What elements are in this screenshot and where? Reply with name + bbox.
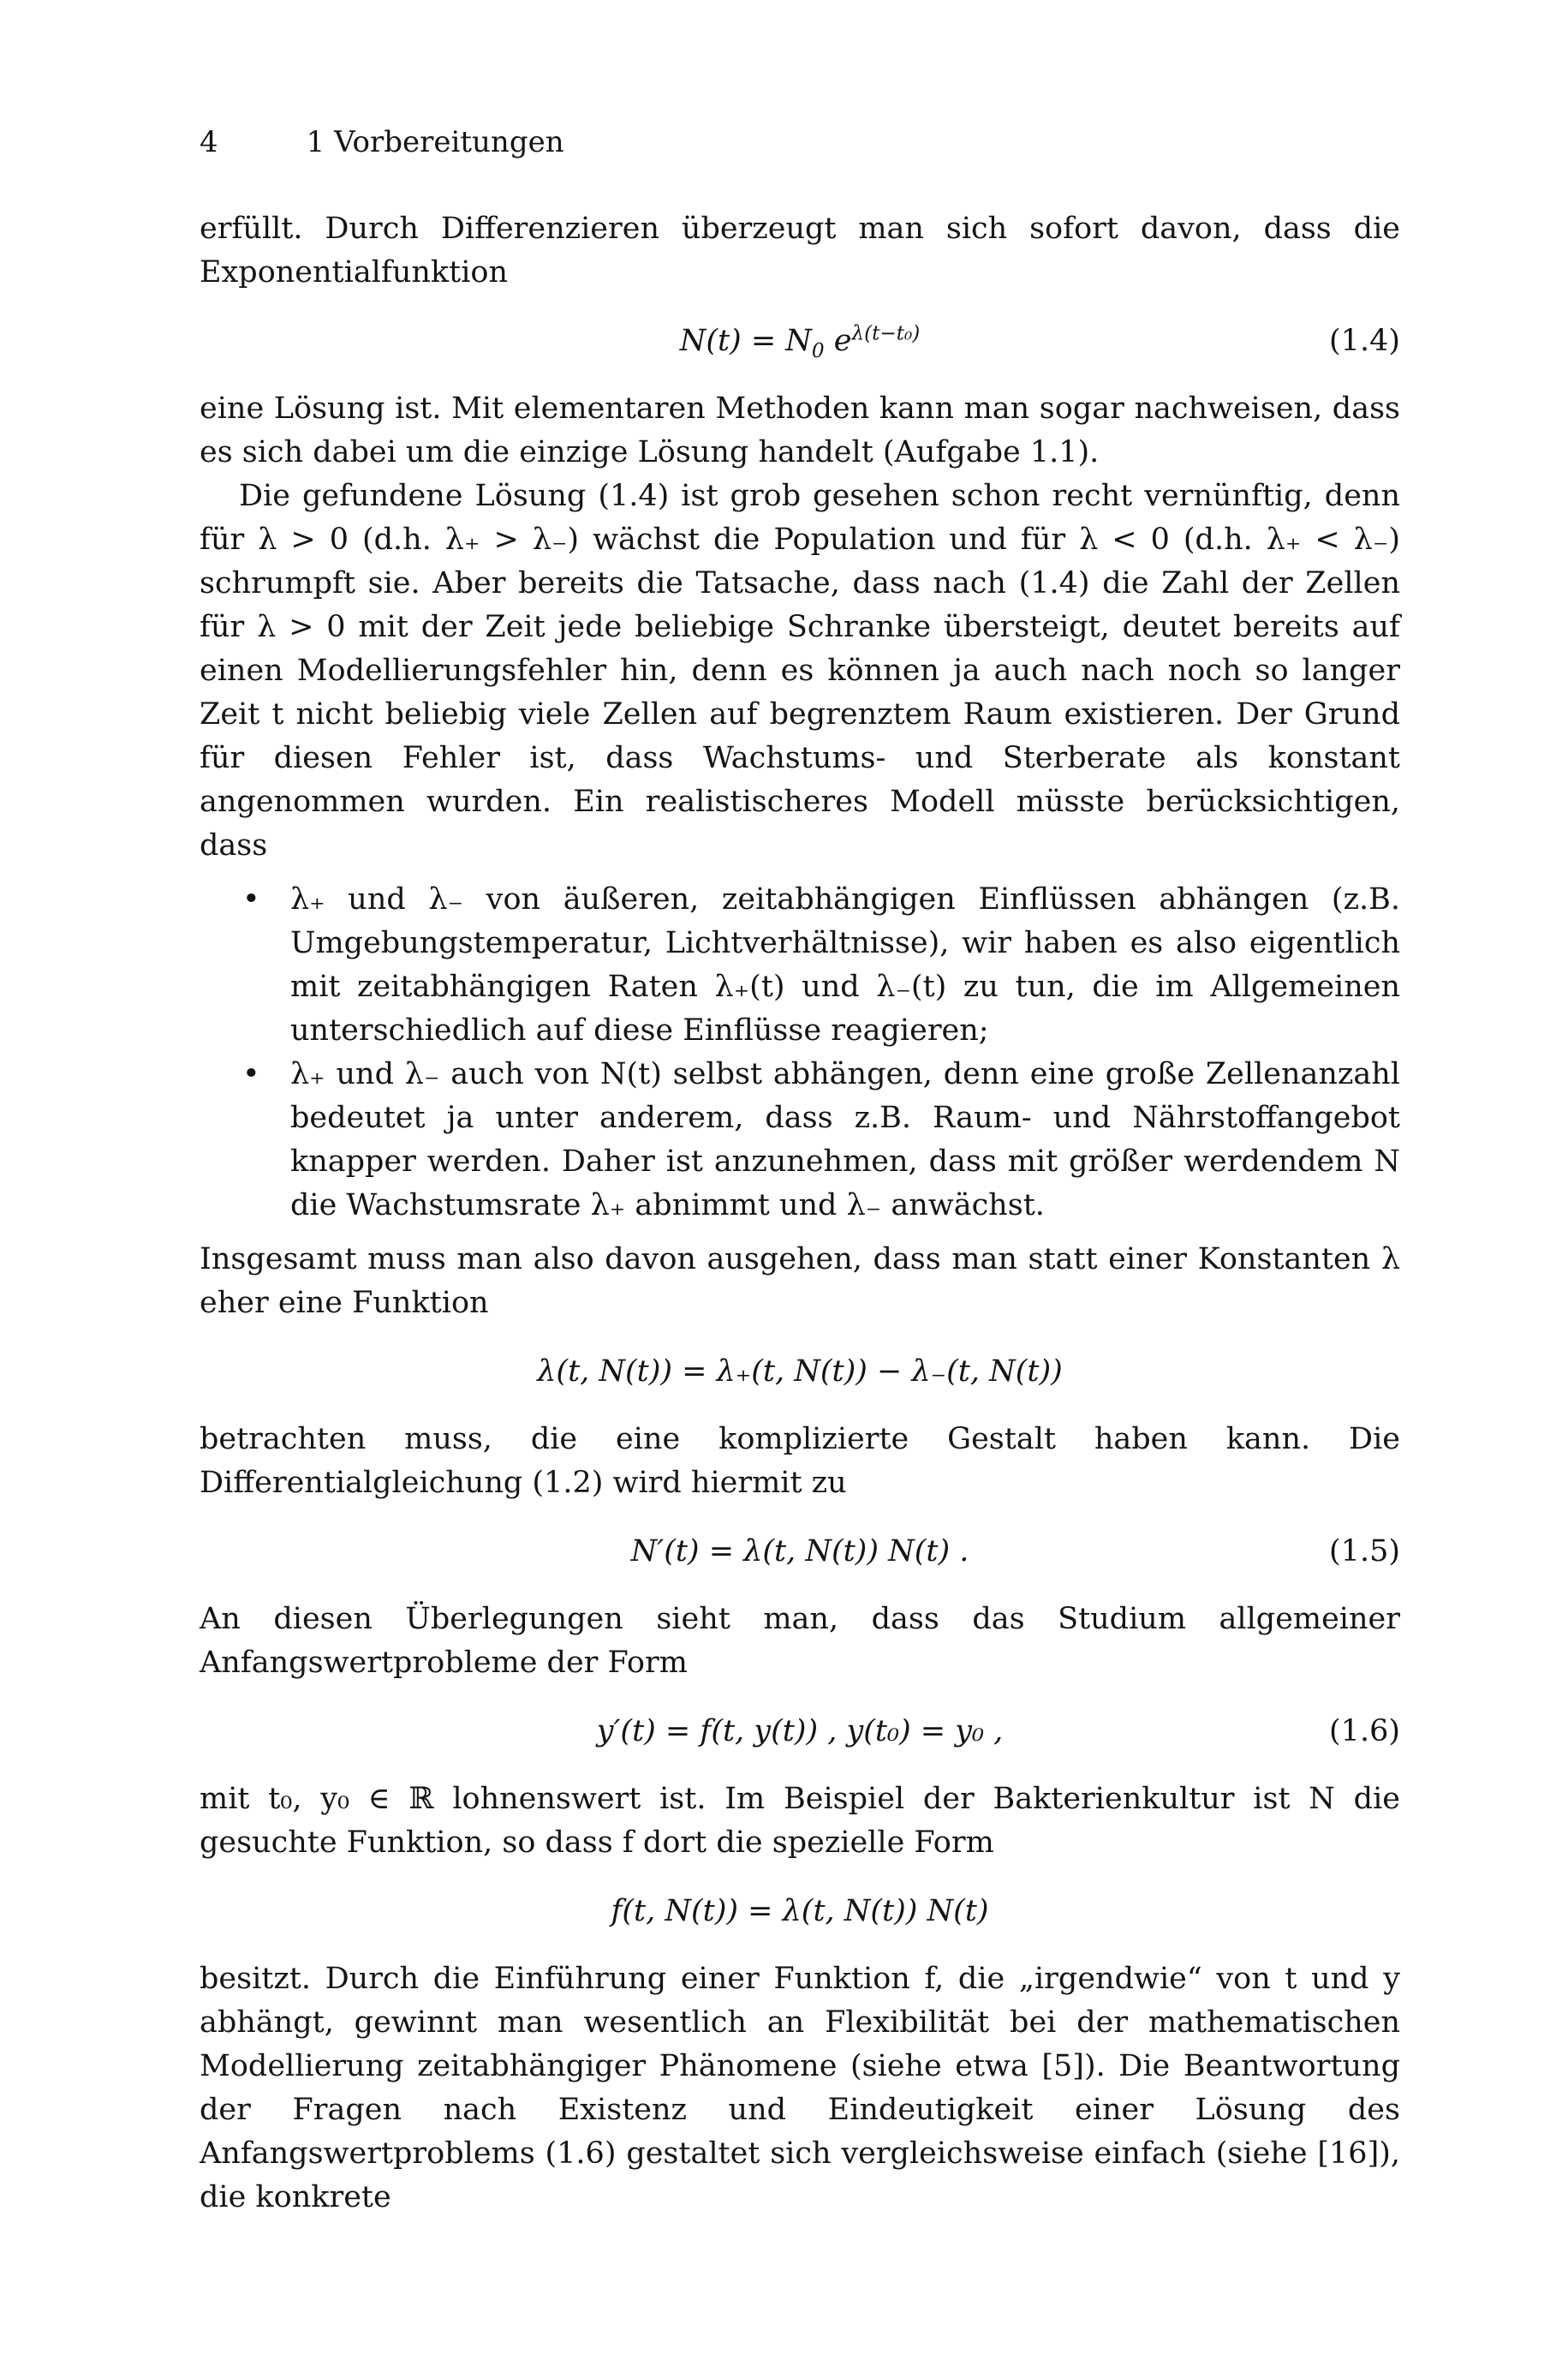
equation-1-4-body <box>679 322 921 362</box>
paragraph-1: erfüllt. Durch Differenzieren überzeugt man sich sofort davon, dass die Exponentialfunktion <box>200 212 1400 290</box>
paragraph-5: betrachten muss, die eine komplizierte Gestalt haben kann. Die Differentialgleichung (1.2) wird hiermit zu <box>200 1422 1400 1500</box>
equation-f-body: f(t, N(t)) = λ(t, N(t)) N(t) <box>611 1894 989 1928</box>
paragraph-6: An diesen Überlegungen sieht man, dass das Studium allgemeiner Anfangswertprobleme der Form <box>200 1602 1400 1680</box>
equation-1-4-subscript: 0 <box>811 340 825 362</box>
equation-1-5 <box>200 1527 1400 1575</box>
page-number: 4 <box>200 125 218 159</box>
bullet-marker: • <box>242 1057 260 1091</box>
bullet-item-2 <box>200 1053 1400 1228</box>
equation-1-6 <box>200 1707 1400 1755</box>
equation-1-4-exponent: λ(t−t₀) <box>851 322 921 345</box>
chapter-title: 1 Vorbereitungen <box>306 125 564 159</box>
paragraph-8: besitzt. Durch die Einführung einer Funktion f, die „irgendwie“ von t und y abhängt, gewinnt man wesentlich an Flexibilität bei der mathematischen Modellierung zeitabhängiger Phänomene (siehe etwa [5]). Die Beantwortung der Fragen nach Existenz und Eindeutigkeit einer Lösung des Anfangswertproblems (1.6) gestaltet sich vergleichsweise einfach (siehe [16]), die konkrete <box>200 1962 1400 2214</box>
text-block <box>200 125 1400 2220</box>
equation-1-4-base: e <box>824 324 852 358</box>
bullet-text-2: λ₊ und λ₋ auch von N(t) selbst abhängen, denn eine große Zellenanzahl bedeutet ja unter anderem, dass z.B. Raum- und Nährstoffangebot knapper werden. Daher ist anzunehmen, dass mit größer werdendem N die Wachstumsrate λ₊ abnimmt und λ₋ anwächst. <box>290 1057 1400 1222</box>
bullet-list <box>200 878 1400 1228</box>
equation-number-1-5: (1.5) <box>1329 1534 1400 1568</box>
equation-1-4 <box>200 317 1400 365</box>
paragraph-2: eine Lösung ist. Mit elementaren Methoden kann man sogar nachweisen, dass es sich dabei um die einzige Lösung handelt (Aufgabe 1.1). <box>200 391 1400 469</box>
equation-number-1-6: (1.6) <box>1329 1714 1400 1748</box>
bullet-text-1: λ₊ und λ₋ von äußeren, zeitabhängigen Einflüssen abhängen (z.B. Umgebungstemperatur, Lichtverhältnisse), wir haben es also eigentlich mit zeitabhängigen Raten λ₊(t) und λ₋(t) zu tun, die im Allgemeinen unterschiedlich auf diese Einflüsse reagieren; <box>290 882 1400 1048</box>
equation-1-5-body: N′(t) = λ(t, N(t)) N(t) . <box>630 1534 969 1568</box>
paragraph-4: Insgesamt muss man also davon ausgehen, dass man statt einer Konstanten λ eher eine Funktion <box>200 1242 1400 1320</box>
equation-1-4-lhs: N(t) = N <box>679 324 812 358</box>
bullet-item-1 <box>200 878 1400 1053</box>
paragraph-3: Die gefundene Lösung (1.4) ist grob gesehen schon recht vernünftig, denn für λ > 0 (d.h. λ₊ > λ₋) wächst die Population und für λ < 0 (d.h. λ₊ < λ₋) schrumpft sie. Aber bereits die Tatsache, dass nach (1.4) die Zahl der Zellen für λ > 0 mit der Zeit jede beliebige Schranke übersteigt, deutet bereits auf einen Modellierungsfehler hin, denn es können ja auch nach noch so langer Zeit t nicht beliebig viele Zellen auf begrenztem Raum existieren. Der Grund für diesen Fehler ist, dass Wachstums- und Sterberate als konstant angenommen wurden. Ein realistischeres Modell müsste berücksichtigen, dass <box>200 479 1400 863</box>
paragraph-7: mit t₀, y₀ ∈ ℝ lohnenswert ist. Im Beispiel der Bakterienkultur ist N die gesuchte Funktion, so dass f dort die spezielle Form <box>200 1782 1400 1860</box>
running-header <box>200 125 1400 159</box>
equation-number-1-4: (1.4) <box>1329 324 1400 358</box>
equation-lambda-body: λ(t, N(t)) = λ₊(t, N(t)) − λ₋(t, N(t)) <box>537 1354 1063 1389</box>
equation-f <box>200 1887 1400 1935</box>
equation-1-6-body: y′(t) = f(t, y(t)) , y(t₀) = y₀ , <box>596 1714 1004 1748</box>
equation-lambda <box>200 1347 1400 1395</box>
bullet-marker: • <box>242 882 260 917</box>
